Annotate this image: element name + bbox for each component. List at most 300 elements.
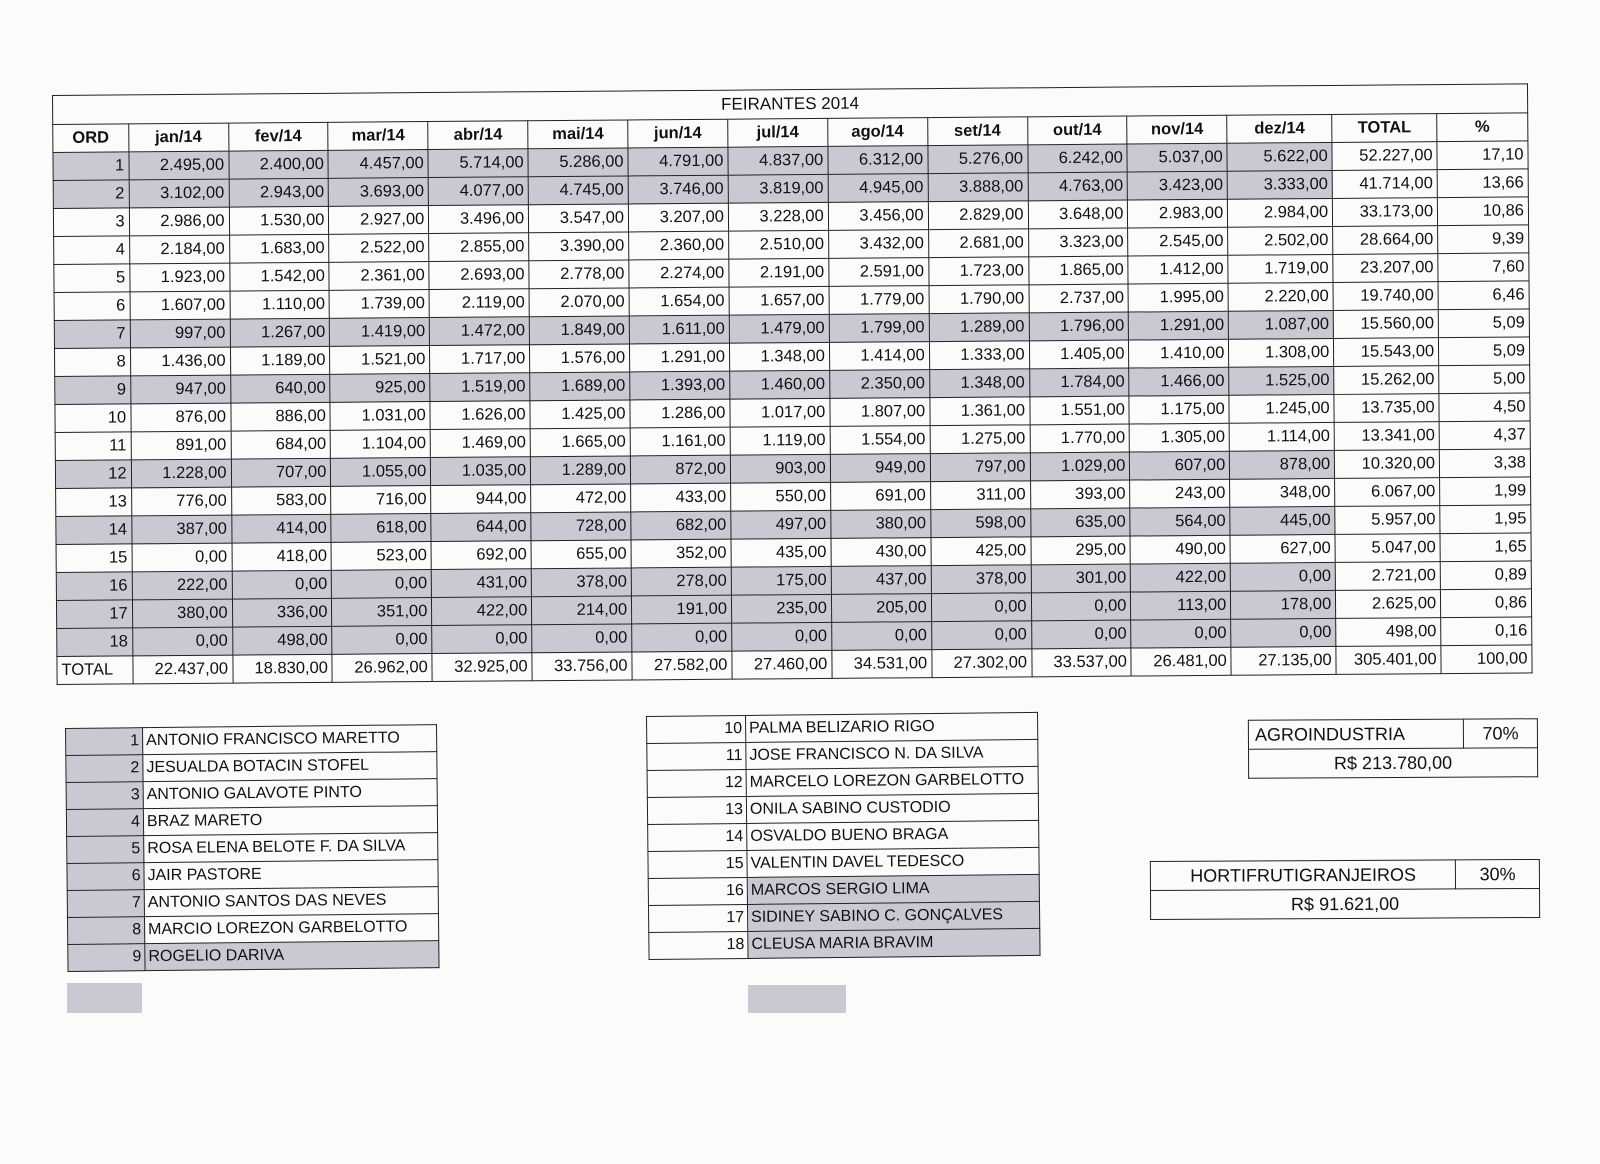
month-value: 498,00 xyxy=(232,626,332,655)
row-total: 15.262,00 xyxy=(1334,366,1439,395)
month-value: 876,00 xyxy=(131,403,231,432)
month-value: 944,00 xyxy=(431,485,531,514)
month-value: 2.983,00 xyxy=(1128,199,1228,228)
month-value: 422,00 xyxy=(1131,563,1231,592)
month-value: 635,00 xyxy=(1030,508,1130,537)
month-value: 435,00 xyxy=(731,538,831,567)
month-value: 1.175,00 xyxy=(1129,395,1229,424)
month-value: 891,00 xyxy=(131,431,231,460)
month-value: 1.717,00 xyxy=(430,345,530,374)
month-value: 1.333,00 xyxy=(929,341,1029,370)
month-value: 437,00 xyxy=(831,566,931,595)
feirantes-table xyxy=(52,83,1533,685)
month-value: 214,00 xyxy=(532,596,632,625)
month-value: 3.648,00 xyxy=(1028,200,1128,229)
list-item-number: 9 xyxy=(68,944,145,972)
month-value: 1.865,00 xyxy=(1028,256,1128,285)
month-value: 1.425,00 xyxy=(530,400,630,429)
month-value: 618,00 xyxy=(331,514,431,543)
list-item-number: 18 xyxy=(649,931,748,959)
row-total: 2.625,00 xyxy=(1336,590,1441,619)
row-ord: 17 xyxy=(56,600,132,629)
month-value: 3.496,00 xyxy=(429,205,529,234)
month-value: 430,00 xyxy=(831,538,931,567)
month-value: 692,00 xyxy=(431,541,531,570)
list-item-name: CLEUSA MARIA BRAVIM xyxy=(748,928,1040,958)
month-value: 0,00 xyxy=(1031,620,1131,649)
month-value: 797,00 xyxy=(930,453,1030,482)
month-value: 295,00 xyxy=(1031,536,1131,565)
month-value: 1.017,00 xyxy=(730,398,830,427)
month-value: 1.161,00 xyxy=(630,427,730,456)
list-item-name: VALENTIN DAVEL TEDESCO xyxy=(747,847,1039,877)
month-value: 113,00 xyxy=(1131,591,1231,620)
month-value: 1.055,00 xyxy=(331,458,431,487)
month-value: 422,00 xyxy=(432,597,532,626)
month-value: 0,00 xyxy=(532,624,632,653)
month-value: 0,00 xyxy=(332,626,432,655)
list-item-number: 2 xyxy=(66,755,143,783)
month-value: 1.291,00 xyxy=(630,343,730,372)
month-value: 1.739,00 xyxy=(329,290,429,319)
month-value: 1.119,00 xyxy=(730,426,830,455)
month-value: 4.745,00 xyxy=(528,176,628,205)
month-value: 1.291,00 xyxy=(1129,311,1229,340)
month-value: 0,00 xyxy=(632,623,732,652)
list-item xyxy=(647,766,1038,797)
month-value: 2.361,00 xyxy=(329,262,429,291)
row-ord: 16 xyxy=(56,572,132,601)
grand-total: 305.401,00 xyxy=(1336,646,1441,675)
row-percent: 0,16 xyxy=(1441,617,1532,646)
month-value: 4.763,00 xyxy=(1028,172,1128,201)
agro-label: AGROINDUSTRIA xyxy=(1248,719,1463,749)
row-ord: 9 xyxy=(55,376,131,405)
month-value: 1.361,00 xyxy=(930,397,1030,426)
month-value: 716,00 xyxy=(331,486,431,515)
list-item-number: 11 xyxy=(647,742,746,770)
row-total: 10.320,00 xyxy=(1335,450,1440,479)
list-item xyxy=(66,806,437,837)
month-value: 2.191,00 xyxy=(729,258,829,287)
row-total: 23.207,00 xyxy=(1333,254,1438,283)
list-item-number: 10 xyxy=(647,715,746,743)
names-list-right xyxy=(646,712,1041,960)
row-total: 28.664,00 xyxy=(1333,226,1438,255)
month-total: 34.531,00 xyxy=(832,650,932,679)
column-header: abr/14 xyxy=(428,121,528,150)
column-header: ORD xyxy=(53,124,129,153)
month-value: 1.466,00 xyxy=(1129,367,1229,396)
row-percent: 5,00 xyxy=(1439,365,1530,394)
month-value: 2.591,00 xyxy=(829,258,929,287)
month-value: 776,00 xyxy=(131,487,231,516)
list-item-name: ROSA ELENA BELOTE F. DA SILVA xyxy=(144,833,438,863)
month-value: 433,00 xyxy=(631,483,731,512)
list-item-number: 8 xyxy=(67,917,144,945)
row-percent: 1,99 xyxy=(1440,477,1531,506)
list-item-name: MARCOS SERGIO LIMA xyxy=(747,874,1039,904)
month-value: 3.207,00 xyxy=(628,203,728,232)
shaded-cell-fill xyxy=(748,985,846,1013)
month-value: 1.348,00 xyxy=(729,342,829,371)
list-item-name: OSVALDO BUENO BRAGA xyxy=(747,820,1039,850)
row-percent: 1,95 xyxy=(1440,505,1531,534)
list-item-name: MARCIO LOREZON GARBELOTTO xyxy=(144,914,438,944)
month-value: 1.469,00 xyxy=(430,429,530,458)
month-value: 1.031,00 xyxy=(330,402,430,431)
month-value: 2.502,00 xyxy=(1228,226,1333,255)
month-value: 1.796,00 xyxy=(1029,312,1129,341)
month-value: 2.510,00 xyxy=(728,230,828,259)
month-value: 378,00 xyxy=(931,565,1031,594)
list-item xyxy=(68,941,439,972)
row-ord: 12 xyxy=(55,460,131,489)
month-total: 27.302,00 xyxy=(932,649,1032,678)
column-header: ago/14 xyxy=(827,118,927,147)
list-item xyxy=(647,739,1038,770)
list-item-number: 13 xyxy=(647,796,746,824)
list-item-number: 16 xyxy=(648,877,747,905)
month-value: 1.189,00 xyxy=(230,346,330,375)
month-value: 1.719,00 xyxy=(1228,254,1333,283)
month-value: 2.984,00 xyxy=(1228,198,1333,227)
month-value: 607,00 xyxy=(1130,451,1230,480)
month-value: 1.289,00 xyxy=(929,313,1029,342)
column-header: jan/14 xyxy=(128,123,228,152)
month-value: 872,00 xyxy=(630,455,730,484)
month-value: 205,00 xyxy=(831,594,931,623)
list-item xyxy=(66,752,437,783)
month-value: 0,00 xyxy=(831,622,931,651)
row-ord: 1 xyxy=(53,152,129,181)
month-value: 6.242,00 xyxy=(1027,144,1127,173)
column-header: dez/14 xyxy=(1227,114,1332,143)
month-value: 6.312,00 xyxy=(828,146,928,175)
horti-pct: 30% xyxy=(1456,859,1540,888)
list-item-number: 17 xyxy=(648,904,747,932)
row-ord: 2 xyxy=(53,180,129,209)
month-value: 380,00 xyxy=(132,599,232,628)
list-item-number: 6 xyxy=(67,863,144,891)
month-value: 564,00 xyxy=(1130,507,1230,536)
row-percent: 6,46 xyxy=(1438,281,1529,310)
month-total: 27.460,00 xyxy=(732,650,832,679)
month-value: 1.479,00 xyxy=(729,314,829,343)
list-item-name: ANTONIO FRANCISCO MARETTO xyxy=(143,725,437,755)
column-header: jul/14 xyxy=(728,118,828,147)
month-value: 472,00 xyxy=(531,484,631,513)
month-value: 3.693,00 xyxy=(329,178,429,207)
month-value: 425,00 xyxy=(931,537,1031,566)
month-value: 1.393,00 xyxy=(630,371,730,400)
month-value: 886,00 xyxy=(230,402,330,431)
row-percent: 1,65 xyxy=(1440,533,1531,562)
month-value: 1.414,00 xyxy=(829,342,929,371)
row-ord: 8 xyxy=(54,348,130,377)
month-value: 175,00 xyxy=(731,566,831,595)
month-value: 1.035,00 xyxy=(431,457,531,486)
month-value: 0,00 xyxy=(1131,619,1231,648)
month-value: 3.432,00 xyxy=(828,230,928,259)
month-value: 1.419,00 xyxy=(330,318,430,347)
month-value: 1.923,00 xyxy=(129,263,229,292)
month-value: 3.888,00 xyxy=(928,173,1028,202)
month-value: 2.855,00 xyxy=(429,233,529,262)
month-value: 949,00 xyxy=(830,454,930,483)
month-value: 684,00 xyxy=(231,430,331,459)
month-value: 5.286,00 xyxy=(528,148,628,177)
row-total: 2.721,00 xyxy=(1335,562,1440,591)
row-percent: 5,09 xyxy=(1438,309,1529,338)
list-item xyxy=(649,928,1040,959)
month-value: 1.626,00 xyxy=(430,401,530,430)
month-value: 1.472,00 xyxy=(430,317,530,346)
month-value: 1.723,00 xyxy=(928,257,1028,286)
month-value: 2.829,00 xyxy=(928,201,1028,230)
month-value: 3.819,00 xyxy=(728,174,828,203)
month-value: 5.714,00 xyxy=(428,149,528,178)
month-value: 3.390,00 xyxy=(529,232,629,261)
month-value: 5.276,00 xyxy=(928,145,1028,174)
month-value: 1.611,00 xyxy=(629,315,729,344)
list-item xyxy=(66,779,437,810)
month-value: 2.220,00 xyxy=(1228,282,1333,311)
list-item xyxy=(648,901,1039,932)
month-total: 32.925,00 xyxy=(432,653,532,682)
feirantes-table-wrap xyxy=(52,83,1533,685)
column-header: % xyxy=(1437,113,1528,142)
row-percent: 0,86 xyxy=(1441,589,1532,618)
list-item-number: 5 xyxy=(67,836,144,864)
month-value: 1.849,00 xyxy=(529,316,629,345)
month-value: 0,00 xyxy=(232,570,332,599)
month-value: 1.460,00 xyxy=(730,370,830,399)
row-percent: 13,66 xyxy=(1437,169,1528,198)
row-percent: 0,89 xyxy=(1440,561,1531,590)
row-total: 41.714,00 xyxy=(1332,170,1437,199)
month-value: 3.102,00 xyxy=(129,179,229,208)
month-value: 3.423,00 xyxy=(1128,171,1228,200)
month-value: 278,00 xyxy=(631,567,731,596)
list-item xyxy=(67,860,438,891)
month-value: 707,00 xyxy=(231,458,331,487)
list-item xyxy=(648,847,1039,878)
month-value: 1.657,00 xyxy=(729,286,829,315)
totals-label: TOTAL xyxy=(57,656,133,685)
list-item xyxy=(648,874,1039,905)
month-value: 1.784,00 xyxy=(1029,368,1129,397)
month-value: 0,00 xyxy=(931,621,1031,650)
list-item xyxy=(647,712,1038,743)
month-value: 1.410,00 xyxy=(1129,339,1229,368)
row-total: 19.740,00 xyxy=(1333,282,1438,311)
month-value: 1.228,00 xyxy=(131,459,231,488)
month-total: 18.830,00 xyxy=(232,654,332,683)
row-ord: 6 xyxy=(54,292,130,321)
month-value: 301,00 xyxy=(1031,564,1131,593)
month-total: 26.962,00 xyxy=(332,654,432,683)
month-value: 3.323,00 xyxy=(1028,228,1128,257)
month-value: 1.029,00 xyxy=(1030,452,1130,481)
month-value: 728,00 xyxy=(531,512,631,541)
month-value: 191,00 xyxy=(631,595,731,624)
agroindustria-box xyxy=(1248,718,1538,779)
column-header: out/14 xyxy=(1027,116,1127,145)
month-value: 1.779,00 xyxy=(829,286,929,315)
row-total: 13.735,00 xyxy=(1334,394,1439,423)
column-header: jun/14 xyxy=(628,119,728,148)
month-value: 1.275,00 xyxy=(930,425,1030,454)
month-value: 1.348,00 xyxy=(929,369,1029,398)
row-ord: 5 xyxy=(54,264,130,293)
row-percent: 3,38 xyxy=(1439,449,1530,478)
month-value: 1.554,00 xyxy=(830,426,930,455)
column-header: nov/14 xyxy=(1127,115,1227,144)
month-value: 691,00 xyxy=(830,482,930,511)
month-value: 1.525,00 xyxy=(1229,366,1334,395)
month-value: 655,00 xyxy=(531,540,631,569)
month-value: 1.683,00 xyxy=(229,234,329,263)
list-item xyxy=(67,887,438,918)
list-item-name: ONILA SABINO CUSTODIO xyxy=(746,793,1038,823)
table-body xyxy=(53,141,1532,685)
month-value: 1.412,00 xyxy=(1128,255,1228,284)
list-item-name: JOSE FRANCISCO N. DA SILVA xyxy=(746,739,1038,769)
column-header: fev/14 xyxy=(228,122,328,151)
month-value: 0,00 xyxy=(732,622,832,651)
month-value: 2.943,00 xyxy=(229,178,329,207)
month-value: 0,00 xyxy=(931,593,1031,622)
month-value: 2.681,00 xyxy=(928,229,1028,258)
list-item-number: 1 xyxy=(66,728,143,756)
month-value: 1.286,00 xyxy=(630,399,730,428)
month-value: 550,00 xyxy=(730,482,830,511)
month-value: 393,00 xyxy=(1030,480,1130,509)
row-ord: 10 xyxy=(55,404,131,433)
month-value: 497,00 xyxy=(731,510,831,539)
month-value: 3.333,00 xyxy=(1227,170,1332,199)
month-value: 583,00 xyxy=(231,486,331,515)
month-value: 4.945,00 xyxy=(828,174,928,203)
list-item xyxy=(647,793,1038,824)
list-item-name: SIDINEY SABINO C. GONÇALVES xyxy=(747,901,1039,931)
list-item-name: MARCELO LOREZON GARBELOTTO xyxy=(746,766,1038,796)
month-value: 5.037,00 xyxy=(1127,143,1227,172)
list-item-number: 15 xyxy=(648,850,747,878)
month-value: 1.245,00 xyxy=(1229,394,1334,423)
row-percent: 7,60 xyxy=(1438,253,1529,282)
month-value: 1.770,00 xyxy=(1030,424,1130,453)
month-value: 1.654,00 xyxy=(629,287,729,316)
list-item-name: PALMA BELIZARIO RIGO xyxy=(745,712,1037,742)
names-list-left xyxy=(65,724,440,972)
month-value: 5.622,00 xyxy=(1227,142,1332,171)
month-value: 1.799,00 xyxy=(829,314,929,343)
month-value: 1.104,00 xyxy=(331,430,431,459)
row-ord: 4 xyxy=(54,236,130,265)
month-value: 0,00 xyxy=(132,543,232,572)
month-value: 178,00 xyxy=(1231,590,1336,619)
month-value: 903,00 xyxy=(730,454,830,483)
row-percent: 5,09 xyxy=(1439,337,1530,366)
month-value: 2.495,00 xyxy=(129,151,229,180)
month-value: 1.542,00 xyxy=(229,262,329,291)
month-value: 2.927,00 xyxy=(329,206,429,235)
month-value: 0,00 xyxy=(1231,618,1336,647)
month-value: 2.119,00 xyxy=(429,289,529,318)
column-header: set/14 xyxy=(927,117,1027,146)
month-value: 598,00 xyxy=(930,509,1030,538)
row-percent: 4,37 xyxy=(1439,421,1530,450)
month-value: 1.689,00 xyxy=(530,372,630,401)
month-value: 1.995,00 xyxy=(1128,283,1228,312)
month-value: 352,00 xyxy=(631,539,731,568)
row-percent: 17,10 xyxy=(1437,141,1528,170)
month-value: 0,00 xyxy=(332,570,432,599)
month-value: 1.267,00 xyxy=(230,318,330,347)
month-value: 445,00 xyxy=(1230,506,1335,535)
month-total: 26.481,00 xyxy=(1131,647,1231,676)
list-item-number: 12 xyxy=(647,769,746,797)
month-value: 4.791,00 xyxy=(628,147,728,176)
list-item-name: ANTONIO SANTOS DAS NEVES xyxy=(144,887,438,917)
shaded-cell-fill xyxy=(67,983,142,1013)
row-total: 6.067,00 xyxy=(1335,478,1440,507)
row-ord: 3 xyxy=(53,208,129,237)
month-value: 2.274,00 xyxy=(629,259,729,288)
row-total: 13.341,00 xyxy=(1334,422,1439,451)
hortifruti-box xyxy=(1150,859,1540,920)
month-value: 1.405,00 xyxy=(1029,340,1129,369)
row-percent: 4,50 xyxy=(1439,393,1530,422)
month-value: 0,00 xyxy=(432,625,532,654)
month-value: 3.228,00 xyxy=(728,202,828,231)
month-value: 1.807,00 xyxy=(830,398,930,427)
month-value: 2.545,00 xyxy=(1128,227,1228,256)
month-value: 351,00 xyxy=(332,598,432,627)
month-value: 1.289,00 xyxy=(531,456,631,485)
month-value: 644,00 xyxy=(431,513,531,542)
month-value: 4.457,00 xyxy=(328,150,428,179)
month-value: 414,00 xyxy=(231,514,331,543)
month-value: 0,00 xyxy=(1230,562,1335,591)
month-value: 523,00 xyxy=(331,542,431,571)
month-value: 3.456,00 xyxy=(828,202,928,231)
month-value: 1.308,00 xyxy=(1229,338,1334,367)
list-item-number: 7 xyxy=(67,890,144,918)
list-item xyxy=(67,914,438,945)
month-value: 2.522,00 xyxy=(329,234,429,263)
grand-percent: 100,00 xyxy=(1441,645,1532,674)
month-value: 4.077,00 xyxy=(428,177,528,206)
list-item-name: ANTONIO GALAVOTE PINTO xyxy=(143,779,437,809)
month-value: 997,00 xyxy=(130,319,230,348)
horti-label: HORTIFRUTIGRANJEIROS xyxy=(1150,860,1455,891)
month-total: 33.537,00 xyxy=(1031,648,1131,677)
column-header: mar/14 xyxy=(328,122,428,151)
month-value: 1.305,00 xyxy=(1130,423,1230,452)
month-value: 311,00 xyxy=(930,481,1030,510)
month-value: 1.665,00 xyxy=(530,428,630,457)
month-value: 627,00 xyxy=(1230,534,1335,563)
month-value: 640,00 xyxy=(230,374,330,403)
month-value: 2.693,00 xyxy=(429,261,529,290)
month-total: 22.437,00 xyxy=(133,655,233,684)
month-value: 490,00 xyxy=(1130,535,1230,564)
month-value: 3.746,00 xyxy=(628,175,728,204)
month-value: 947,00 xyxy=(130,375,230,404)
